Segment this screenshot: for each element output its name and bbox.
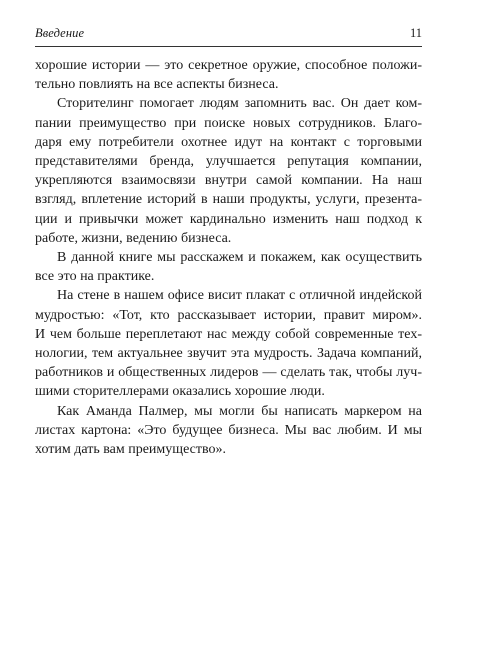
text-line: хотим дать вам преимущество». <box>35 442 226 458</box>
text-line: хорошие истории — это секретное оружие, способное положи- <box>35 58 422 73</box>
text-line: На стене в нашем офисе висит плакат с отличной индейской <box>57 288 422 304</box>
header-rule <box>35 46 422 47</box>
section-title: Введение <box>35 26 85 40</box>
body-text <box>35 56 422 459</box>
page-number: 11 <box>409 26 422 40</box>
text-line: шими сторителлерами оказались хорошие люди. <box>35 384 325 400</box>
text-line: Сторителинг помогает людям запомнить вас. Он дает ком- <box>57 96 422 112</box>
paragraph <box>35 94 422 248</box>
text-line: тельно повлиять на все аспекты бизнеса. <box>35 77 279 93</box>
text-line: пании преимущество при поиске новых сотрудников. Благо- <box>35 115 422 131</box>
text-line: ции и привычки может кардинально изменить наш подход к <box>35 211 422 227</box>
text-line: листах картона: «Это будущее бизнеса. Мы вас любим. И мы <box>35 422 422 438</box>
text-line: И чем больше переплетают нас между собой современные тех- <box>35 326 422 342</box>
text-line: мудростью: «Тот, кто рассказывает истории, правит миром». <box>35 307 422 323</box>
paragraph <box>35 56 422 94</box>
text-line: все это на практике. <box>35 269 155 285</box>
text-line: работников и общественных лидеров — сделать так, чтобы луч- <box>35 365 422 381</box>
text-line: взгляд, вплетение историй в наши продукты, услуги, презента- <box>35 192 422 208</box>
text-line: Как Аманда Палмер, мы могли бы написать маркером на <box>57 403 422 419</box>
text-line: нологии, тем актуальнее звучит эта мудрость. Задача компаний, <box>35 346 422 362</box>
text-line: укрепляются взаимосвязи внутри самой компании. На наш <box>35 173 422 189</box>
text-line: работе, жизни, ведению бизнеса. <box>35 230 232 246</box>
text-line: В данной книге мы расскажем и покажем, как осуществить <box>57 250 422 266</box>
paragraph <box>35 248 422 286</box>
text-line: даря ему потребители охотнее идут на контакт с торговыми <box>35 134 422 150</box>
text-line: представителями бренда, улучшается репутация компании, <box>35 154 422 170</box>
paragraph <box>35 402 422 460</box>
paragraph <box>35 286 422 401</box>
running-header <box>35 26 422 46</box>
